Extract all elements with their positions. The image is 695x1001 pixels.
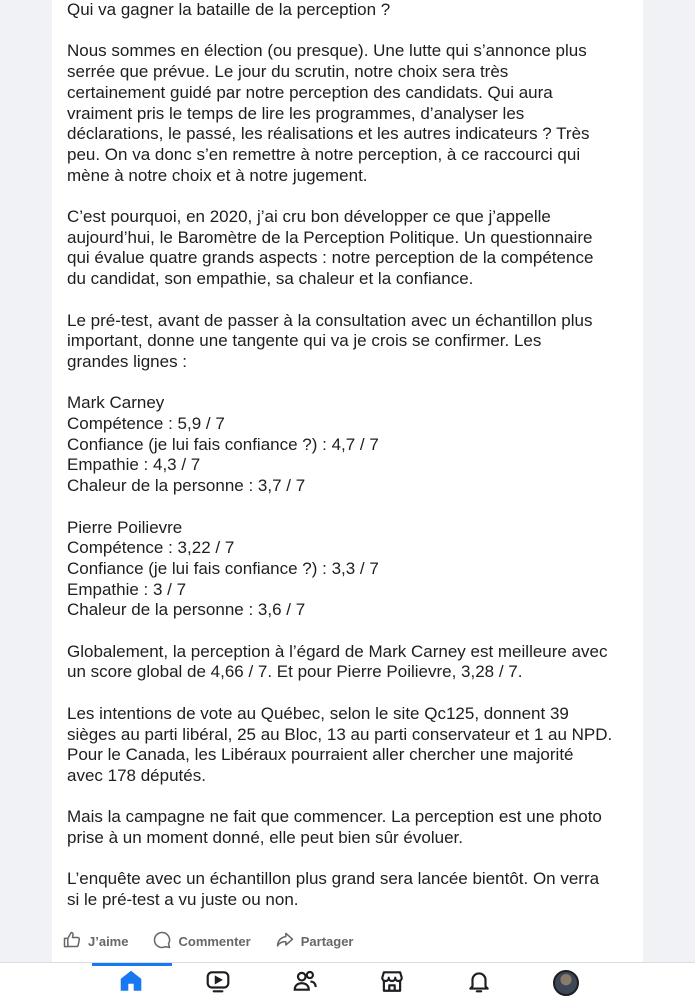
post-text-line: certainement guidé par notre perception des candidats. Qui aura bbox=[67, 82, 553, 102]
comment-button[interactable] bbox=[152, 930, 250, 953]
post-text-line: Chaleur de la personne : 3,7 / 7 bbox=[67, 476, 306, 496]
post-paragraph bbox=[67, 311, 637, 373]
post-paragraph bbox=[67, 41, 637, 186]
nav-notifications[interactable] bbox=[463, 969, 495, 997]
bell-icon bbox=[466, 968, 492, 999]
post-text-line: Empathie : 3 / 7 bbox=[67, 579, 187, 599]
post-text-line: Empathie : 4,3 / 7 bbox=[67, 455, 201, 475]
post-text-line: avec 178 députés. bbox=[67, 765, 206, 785]
video-icon bbox=[205, 968, 231, 999]
thumbs-up-icon bbox=[62, 930, 82, 953]
nav-profile[interactable] bbox=[550, 969, 582, 997]
post-text-line: Le pré-test, avant de passer à la consultation avec un échantillon plus bbox=[67, 310, 593, 330]
post-text-line: si le pré-test a vu juste ou non. bbox=[67, 890, 299, 910]
post-text-line: Pierre Poilievre bbox=[67, 517, 183, 537]
post-text-line: important, donne une tangente qui va je crois se confirmer. Les bbox=[67, 331, 542, 351]
post-text bbox=[67, 0, 637, 931]
post-text-line: L’enquête avec un échantillon plus grand sera lancée bientôt. On verra bbox=[67, 869, 600, 889]
post-text-line: Qui va gagner la bataille de la perception ? bbox=[67, 0, 391, 19]
post-text-line: Les intentions de vote au Québec, selon le site Qc125, donnent 39 bbox=[67, 703, 569, 723]
share-icon bbox=[275, 930, 295, 953]
post-text-line: prise à un moment donné, elle peut bien sûr évoluer. bbox=[67, 828, 463, 847]
post-paragraph bbox=[67, 807, 637, 848]
post-paragraph bbox=[67, 869, 637, 910]
post-text-line: Mark Carney bbox=[67, 393, 165, 413]
post-paragraph bbox=[67, 642, 637, 683]
post-paragraph bbox=[67, 704, 637, 787]
nav-friends[interactable] bbox=[289, 969, 321, 997]
post-text-line: Confiance (je lui fais confiance ?) : 3,3 / 7 bbox=[67, 558, 379, 578]
post-text-line: Compétence : 3,22 / 7 bbox=[67, 538, 235, 558]
post-text-line: Chaleur de la personne : 3,6 / 7 bbox=[67, 600, 306, 620]
post-text-line: Globalement, la perception à l’égard de Mark Carney est meilleure avec bbox=[67, 641, 608, 661]
like-button[interactable] bbox=[62, 930, 128, 953]
nav-video[interactable] bbox=[202, 969, 234, 997]
post-text-line: un score global de 4,66 / 7. Et pour Pierre Poilievre, 3,28 / 7. bbox=[67, 662, 523, 682]
friends-icon bbox=[292, 968, 318, 999]
post-text-line: déclarations, le passé, les réalisations et les autres indicateurs ? Très bbox=[67, 124, 590, 144]
home-icon bbox=[118, 968, 144, 999]
post-paragraph bbox=[67, 518, 637, 622]
post-actions bbox=[62, 928, 377, 954]
share-button[interactable] bbox=[275, 930, 354, 953]
post-text-line: Pour le Canada, les Libéraux pourraient aller chercher une majorité bbox=[67, 745, 574, 765]
post-paragraph bbox=[67, 0, 637, 21]
post-text-line: peu. On va donc s’en remettre à notre perception, à ce raccourci qui bbox=[67, 144, 581, 164]
profile-avatar bbox=[553, 970, 579, 996]
post-paragraph bbox=[67, 393, 637, 497]
post-text-line: vraiment pris le temps de lire les programmes, d’analyser les bbox=[67, 103, 525, 123]
post-text-line: C’est pourquoi, en 2020, j’ai cru bon développer ce que j’appelle bbox=[67, 207, 551, 226]
comment-icon bbox=[152, 930, 172, 953]
post-paragraph bbox=[67, 207, 637, 290]
like-label: J’aime bbox=[88, 933, 129, 949]
bottom-navigation bbox=[0, 962, 695, 1001]
post-text-line: sièges au parti libéral, 25 au Bloc, 13 au parti conservateur et 1 au NPD. bbox=[67, 724, 613, 744]
post-text-line: du candidat, son empathie, sa chaleur et la confiance. bbox=[67, 269, 474, 289]
post-text-line: Nous sommes en élection (ou presque). Une lutte qui s’annonce plus bbox=[67, 41, 587, 61]
post-text-line: qui évalue quatre grands aspects : notre perception de la compétence bbox=[67, 248, 594, 268]
marketplace-icon bbox=[379, 968, 405, 999]
post-text-line: mène à notre choix et à notre jugement. bbox=[67, 165, 368, 185]
post-text-line: Mais la campagne ne fait que commencer. La perception est une photo bbox=[67, 807, 602, 827]
post-text-line: Compétence : 5,9 / 7 bbox=[67, 414, 225, 433]
nav-marketplace[interactable] bbox=[376, 969, 408, 997]
post-text-line: aujourd’hui, le Baromètre de la Perception Politique. Un questionnaire bbox=[67, 227, 593, 247]
comment-label: Commenter bbox=[178, 933, 251, 949]
nav-home[interactable] bbox=[115, 969, 147, 997]
share-label: Partager bbox=[300, 933, 354, 949]
post-text-line: grandes lignes : bbox=[67, 351, 188, 371]
active-tab-indicator bbox=[92, 963, 172, 966]
post-card bbox=[52, 0, 643, 962]
post-text-line: Confiance (je lui fais confiance ?) : 4,7 / 7 bbox=[67, 434, 379, 454]
post-text-line: serrée que prévue. Le jour du scrutin, notre choix sera très bbox=[67, 62, 509, 82]
